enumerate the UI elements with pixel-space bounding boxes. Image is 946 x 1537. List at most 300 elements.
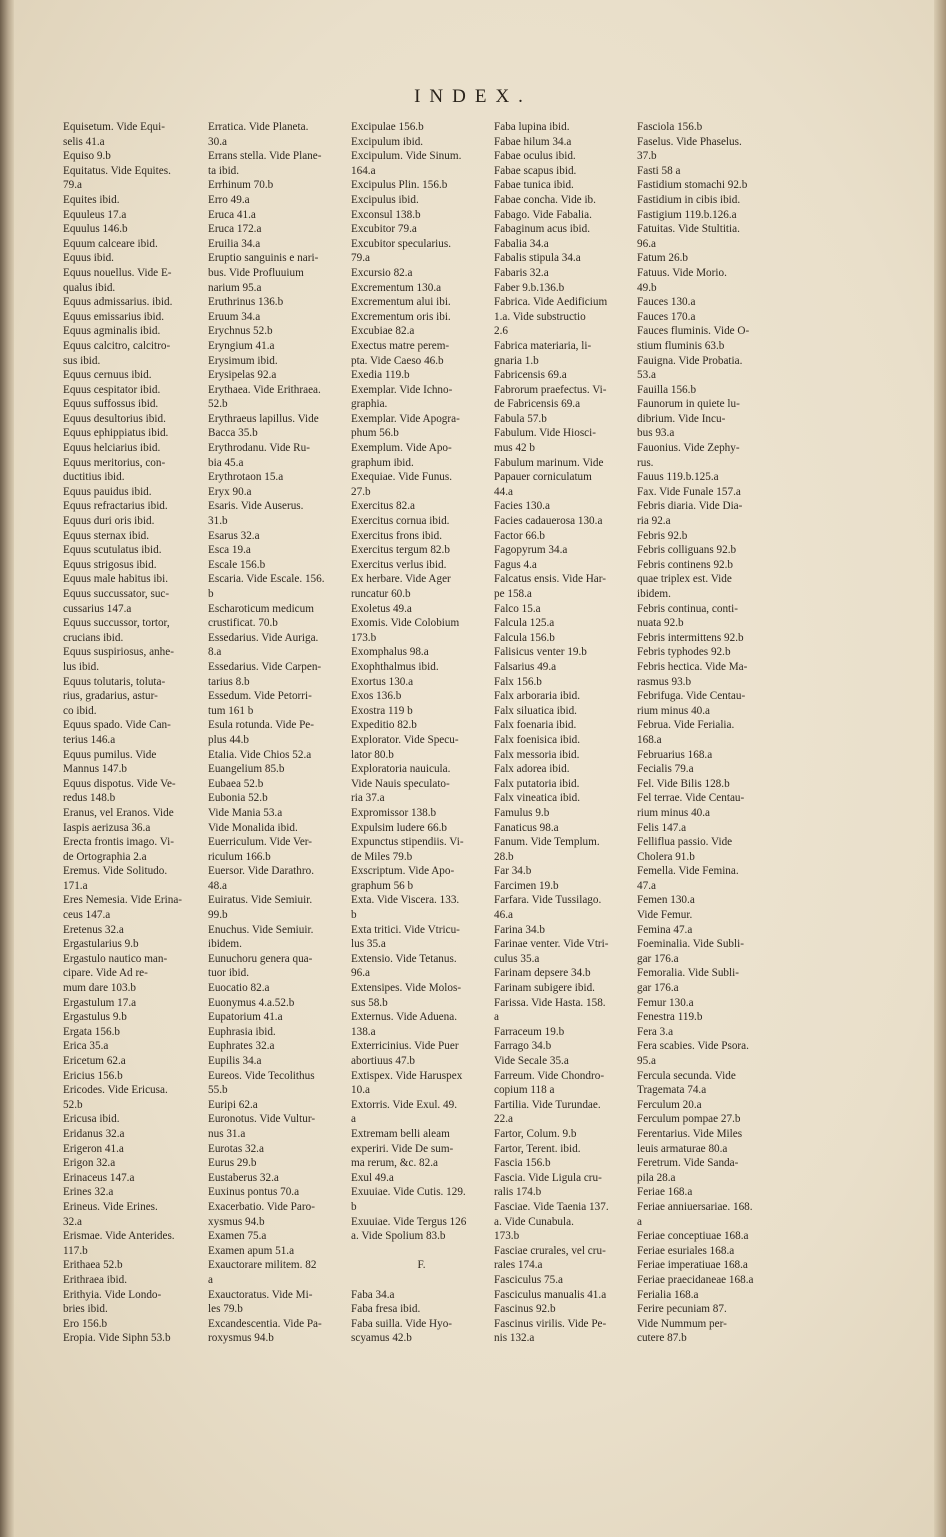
index-entry: Equuleus 17.a	[63, 208, 127, 221]
index-entry: xysmus 94.b	[208, 1215, 265, 1228]
index-entry: 37.b	[637, 150, 657, 163]
index-entry: Exta. Vide Viscera. 133.	[351, 894, 460, 907]
index-entry: Erratica. Vide Planeta.	[208, 121, 309, 133]
index-entry: terius 146.a	[63, 733, 116, 746]
index-entry: Euphrates 32.a	[208, 1040, 275, 1053]
index-entry: Erithyia. Vide Londo-	[63, 1288, 162, 1301]
index-entry: Fastigium 119.b.126.a	[637, 208, 737, 221]
index-entry: 27.b	[351, 485, 371, 498]
index-entry: Externus. Vide Aduena.	[351, 1011, 458, 1024]
index-entry: Erychnus 52.b	[208, 325, 273, 338]
index-entry: Ferialia 168.a	[637, 1288, 699, 1301]
index-entry: Euripi 62.a	[208, 1098, 258, 1111]
index-entry: Ericusa ibid.	[63, 1113, 120, 1126]
index-entry: stium fluminis 63.b	[637, 339, 725, 352]
index-entry: Exercitus cornua ibid.	[351, 515, 450, 528]
index-entry: gar 176.a	[637, 952, 679, 965]
index-entry: Errans stella. Vide Plane-	[208, 150, 322, 163]
index-entry: Euersor. Vide Darathro.	[208, 865, 314, 878]
index-entry: Equus dispotus. Vide Ve-	[63, 777, 176, 790]
index-entry: Erysipelas 92.a	[208, 369, 277, 382]
index-entry: qualus ibid.	[63, 281, 116, 294]
index-entry: a. Vide Spolium 83.b	[351, 1230, 446, 1243]
index-entry: Exploratoria nauicula.	[351, 763, 451, 776]
index-entry: 8.a	[208, 646, 222, 659]
index-entry: Famulus 9.b	[494, 806, 550, 819]
index-entry: Equus meritorius, con-	[63, 456, 166, 469]
index-entry: Equus succussor, tortor,	[63, 617, 170, 630]
index-entry: Ex herbare. Vide Ager	[351, 573, 451, 586]
index-entry: a	[351, 1113, 356, 1126]
index-entry: runcatur 60.b	[351, 588, 411, 600]
index-entry: Ferentarius. Vide Miles	[637, 1127, 743, 1140]
index-entry: Farraceum 19.b	[494, 1025, 565, 1038]
index-entry: Eustaberus 32.a	[208, 1171, 279, 1184]
index-entry: 117.b	[63, 1244, 88, 1257]
index-entry: Equum calceare ibid.	[63, 237, 158, 250]
index-entry: crucians ibid.	[63, 631, 124, 644]
index-entry: Exercitus verlus ibid.	[351, 558, 447, 571]
index-entry: Ferire pecuniam 87.	[637, 1303, 727, 1316]
index-entry: Falco 15.a	[494, 602, 541, 615]
index-entry: de Ortographia 2.a	[63, 850, 147, 863]
index-entry: Far 34.b	[494, 865, 532, 878]
index-entry: Exta tritici. Vide Vtricu-	[351, 923, 460, 936]
index-entry: Eryx 90.a	[208, 485, 252, 498]
index-entry: Fauces 130.a	[637, 296, 696, 309]
index-entry: 44.a	[494, 485, 513, 498]
index-entry: Febris colliguans 92.b	[637, 544, 737, 557]
index-entry: Faselus. Vide Phaselus.	[637, 135, 742, 148]
index-entry: quae triplex est. Vide	[637, 573, 732, 586]
index-entry: Felliflua passio. Vide	[637, 836, 733, 849]
index-entry: Fasciculus manualis 41.a	[494, 1288, 607, 1301]
index-entry: 164.a	[351, 164, 376, 177]
index-entry: Ero 156.b	[63, 1317, 108, 1330]
index-entry: Extensio. Vide Tetanus.	[351, 952, 457, 965]
index-entry: Erinaceus 147.a	[63, 1171, 135, 1184]
index-entry: Faunorum in quiete lu-	[637, 398, 740, 411]
index-entry: cutere 87.b	[637, 1332, 687, 1345]
index-entry: Exacerbatio. Vide Paro-	[208, 1200, 315, 1213]
index-entry: Eupilis 34.a	[208, 1055, 262, 1067]
index-entry: 96.a	[351, 967, 370, 980]
index-entry: Fastidium stomachi 92.b	[637, 179, 748, 192]
index-entry: Ergata 156.b	[63, 1025, 120, 1038]
index-entry: Expulsim ludere 66.b	[351, 821, 448, 834]
index-entry: Euerriculum. Vide Ver-	[208, 836, 313, 849]
index-entry: Falx foenisica ibid.	[494, 733, 581, 746]
index-column-5	[637, 120, 778, 1345]
index-entry: Exequiae. Vide Funus.	[351, 471, 453, 484]
index-entry: pta. Vide Caeso 46.b	[351, 354, 444, 367]
index-entry: bia 45.a	[208, 456, 244, 469]
index-entry: Fabae concha. Vide ib.	[494, 193, 596, 206]
index-entry: tuor ibid.	[208, 967, 250, 980]
index-entry: Equus agminalis ibid.	[63, 325, 161, 338]
index-entry: Exomis. Vide Colobium	[351, 617, 460, 630]
index-entry: Fabricensis 69.a	[494, 369, 567, 382]
index-entry: Fartor, Colum. 9.b	[494, 1127, 577, 1140]
index-entry: Excursio 82.a	[351, 266, 413, 279]
index-entry: copium 118 a	[494, 1084, 555, 1097]
index-entry: Vide Nauis speculato-	[351, 777, 450, 790]
index-entry: Excubitor specularius.	[351, 237, 452, 250]
index-entry: de Fabricensis 69.a	[494, 398, 581, 411]
index-entry: Feriae conceptiuae 168.a	[637, 1230, 749, 1243]
index-entry: co ibid.	[63, 704, 97, 717]
index-entry: Fasciculus 75.a	[494, 1273, 563, 1286]
index-entry: Erines 32.a	[63, 1186, 114, 1199]
index-entry: Essedarius. Vide Carpen-	[208, 660, 322, 673]
index-entry: ductitius ibid.	[63, 471, 125, 484]
index-entry: ceus 147.a	[63, 909, 111, 922]
index-entry: redus 148.b	[63, 792, 116, 805]
index-entry: Faber 9.b.136.b	[494, 281, 565, 294]
index-entry: Feretrum. Vide Sanda-	[637, 1157, 739, 1170]
index-entry: Vide Mania 53.a	[208, 806, 283, 819]
index-entry: Exophthalmus ibid.	[351, 660, 439, 673]
index-entry: ibidem.	[637, 588, 671, 600]
index-entry: Februa. Vide Ferialia.	[637, 719, 735, 732]
index-entry: rium minus 40.a	[637, 704, 711, 717]
index-entry: Fatum 26.b	[637, 252, 688, 265]
index-entry: Fascia 156.b	[494, 1157, 551, 1170]
index-entry: 52.b	[63, 1098, 83, 1111]
index-entry: Fatuus. Vide Morio.	[637, 266, 727, 279]
index-entry: Femen 130.a	[637, 894, 695, 907]
index-entry: Feriae esuriales 168.a	[637, 1244, 735, 1257]
index-entry: Equites ibid.	[63, 193, 120, 206]
index-entry: Exercitus tergum 82.b	[351, 544, 450, 557]
index-entry: Ergastulus 9.b	[63, 1011, 127, 1024]
index-entry: Factor 66.b	[494, 529, 545, 542]
index-entry: Exomphalus 98.a	[351, 646, 429, 659]
index-entry: Vide Nummum per-	[637, 1317, 727, 1330]
index-entry: Excipulum. Vide Sinum.	[351, 150, 462, 163]
index-entry: Farissa. Vide Hasta. 158.	[494, 996, 606, 1009]
index-entry: Errhinum 70.b	[208, 179, 274, 192]
index-entry: Escharoticum medicum	[208, 602, 314, 615]
index-entry: Eruthrinus 136.b	[208, 296, 284, 309]
index-entry: Fascia. Vide Ligula cru-	[494, 1171, 602, 1184]
index-entry: Erythraeus lapillus. Vide	[208, 412, 319, 425]
index-entry: Exauctoratus. Vide Mi-	[208, 1288, 313, 1301]
index-entry: Fabalis stipula 34.a	[494, 252, 581, 265]
index-entry: Equus pauidus ibid.	[63, 485, 152, 498]
index-entry: nus 31.a	[208, 1127, 246, 1140]
index-entry: Equus male habitus ibi.	[63, 573, 169, 586]
index-entry: Feriae 168.a	[637, 1186, 693, 1199]
index-entry: narium 95.a	[208, 281, 262, 294]
index-column-4	[494, 120, 635, 1345]
index-entry: Facies 130.a	[494, 500, 550, 513]
index-entry: Esca 19.a	[208, 544, 251, 557]
index-entry: 138.a	[351, 1025, 376, 1038]
index-entry: Erecta frontis imago. Vi-	[63, 836, 174, 849]
index-entry: Eureos. Vide Tecolithus	[208, 1069, 315, 1082]
index-entry: 52.b	[208, 398, 228, 411]
index-entry: Extremam belli aleam	[351, 1127, 450, 1140]
index-entry: Fabulum. Vide Hiosci-	[494, 427, 596, 440]
index-entry: Euiratus. Vide Semiuir.	[208, 894, 313, 907]
index-entry: F.	[417, 1259, 426, 1272]
index-entry: Fabalia 34.a	[494, 237, 549, 250]
index-entry: ta ibid.	[208, 164, 240, 177]
index-entry: Exuuiae. Vide Tergus 126	[351, 1215, 467, 1228]
index-entry: nuata 92.b	[637, 617, 684, 630]
index-entry: Extispex. Vide Haruspex	[351, 1069, 463, 1082]
index-entry: 99.b	[208, 909, 228, 922]
index-entry: Falx siluatica ibid.	[494, 704, 577, 717]
index-entry: Excipulus ibid.	[351, 193, 419, 206]
index-entry: Femur 130.a	[637, 996, 694, 1009]
index-entry: Equus scutulatus ibid.	[63, 544, 162, 557]
index-entry: Falx putatoria ibid.	[494, 777, 580, 790]
index-entry: Esaris. Vide Auserus.	[208, 500, 304, 513]
index-entry: Falcula 156.b	[494, 631, 555, 644]
index-entry: Fagus 4.a	[494, 558, 537, 571]
index-entry: Exostra 119 b	[351, 704, 413, 717]
index-entry: Fabula 57.b	[494, 412, 547, 425]
index-entry: 95.a	[637, 1055, 656, 1067]
index-entry: Febris 92.b	[637, 529, 688, 542]
index-entry: Farinae venter. Vide Vtri-	[494, 938, 609, 951]
index-entry: Falx arboraria ibid.	[494, 690, 581, 703]
index-entry: 79.a	[351, 252, 370, 265]
index-entry: Essedarius. Vide Auriga.	[208, 631, 319, 644]
index-entry: Exortus 130.a	[351, 675, 414, 688]
index-entry: dibrium. Vide Incu-	[637, 412, 726, 425]
index-entry: Enuchus. Vide Semiuir.	[208, 923, 314, 936]
index-entry: selis 41.a	[63, 135, 105, 148]
index-entry: Fabaginum acus ibid.	[494, 223, 591, 236]
book-gutter	[0, 0, 14, 1537]
index-entry: Ericodes. Vide Ericusa.	[63, 1084, 168, 1097]
index-entry: Femoralia. Vide Subli-	[637, 967, 739, 980]
index-entry: 2.6	[494, 325, 508, 338]
index-entry: Equus calcitro, calcitro-	[63, 339, 171, 352]
index-entry: tum 161 b	[208, 704, 254, 717]
index-entry: Feriae anniuersariae. 168.	[637, 1200, 753, 1213]
index-entry: Eupatorium 41.a	[208, 1011, 283, 1024]
index-entry: lus 35.a	[351, 938, 386, 951]
index-entry: ralis 174.b	[494, 1186, 542, 1199]
index-entry: Exconsul 138.b	[351, 208, 421, 221]
index-entry: Excrementum alui ibi.	[351, 296, 451, 309]
index-entry: Febris diaria. Vide Dia-	[637, 500, 743, 513]
index-entry: Fabae hilum 34.a	[494, 135, 572, 148]
index-entry: graphum 56 b	[351, 879, 414, 892]
index-entry: ma rerum, &c. 82.a	[351, 1157, 438, 1170]
index-entry: 171.a	[63, 879, 88, 892]
index-entry: Falcatus ensis. Vide Har-	[494, 573, 606, 586]
index-entry: Fabulum marinum. Vide	[494, 456, 604, 469]
index-entry: Excrementum oris ibi.	[351, 310, 451, 323]
index-entry: experiri. Vide De sum-	[351, 1142, 454, 1155]
index-entry: phum 56.b	[351, 427, 399, 440]
index-entry: Fauonius. Vide Zephy-	[637, 442, 740, 455]
index-entry	[351, 1244, 492, 1259]
index-entry: 173.b	[351, 631, 377, 644]
index-entry: Exemplar. Vide Ichno-	[351, 383, 453, 396]
index-entry: Fauus 119.b.125.a	[637, 471, 719, 484]
index-entry: Exectus matre perem-	[351, 339, 450, 352]
index-entry: Expromissor 138.b	[351, 806, 437, 819]
index-entry: lus ibid.	[63, 660, 100, 673]
index-entry: Euronotus. Vide Vultur-	[208, 1113, 316, 1126]
index-entry: Febrifuga. Vide Centau-	[637, 690, 746, 703]
index-entry: Erysimum ibid.	[208, 354, 278, 367]
index-entry: Equus helciarius ibid.	[63, 442, 161, 455]
index-entry: Farreum. Vide Chondro-	[494, 1069, 605, 1082]
index-entry: Eruca 172.a	[208, 223, 262, 236]
index-entry: Euocatio 82.a	[208, 982, 270, 995]
index-entry: rales 174.a	[494, 1259, 543, 1272]
index-entry: pila 28.a	[637, 1171, 676, 1184]
index-entry: Equus admissarius. ibid.	[63, 296, 173, 309]
index-entry: Fascinus 92.b	[494, 1303, 556, 1316]
index-entry: Equus strigosus ibid.	[63, 558, 157, 571]
index-entry: a	[208, 1273, 213, 1286]
index-entry: tarius 8.b	[208, 675, 250, 688]
index-entry: 28.b	[494, 850, 514, 863]
index-entry: Eremus. Vide Solitudo.	[63, 865, 168, 878]
index-entry: Escale 156.b	[208, 558, 266, 571]
index-entry: graphia.	[351, 398, 388, 411]
index-entry: Equus emissarius ibid.	[63, 310, 164, 323]
index-entry: 173.b	[494, 1230, 520, 1243]
index-entry: Exscriptum. Vide Apo-	[351, 865, 455, 878]
index-entry: cussarius 147.a	[63, 602, 132, 615]
index-entry: pe 158.a	[494, 588, 532, 600]
index-entry: mus 42 b	[494, 442, 536, 455]
index-entry: Esarus 32.a	[208, 529, 260, 542]
index-entry: Fauilla 156.b	[637, 383, 697, 396]
index-entry: Equus suspiriosus, anhe-	[63, 646, 174, 659]
index-entry: 32.a	[63, 1215, 82, 1228]
index-entry: Febris intermittens 92.b	[637, 631, 744, 644]
index-entry: b	[351, 1200, 357, 1213]
index-entry: Extensipes. Vide Molos-	[351, 982, 462, 995]
index-entry: Escaria. Vide Escale. 156.	[208, 573, 325, 586]
index-entry: nis 132.a	[494, 1332, 535, 1345]
index-entry: 53.a	[637, 369, 656, 382]
index-entry: Fabae scapus ibid.	[494, 164, 577, 177]
index-entry: Cholera 91.b	[637, 850, 695, 863]
index-entry: 168.a	[637, 733, 662, 746]
index-entry: Fercula secunda. Vide	[637, 1069, 736, 1082]
index-entry: Fartor, Terent. ibid.	[494, 1142, 581, 1155]
index-entry: Fera 3.a	[637, 1025, 674, 1038]
index-entry: 96.a	[637, 237, 656, 250]
index-entry: Eurotas 32.a	[208, 1142, 264, 1155]
index-entry: Feriae imperatiuae 168.a	[637, 1259, 748, 1272]
index-entry: Euonymus 4.a.52.b	[208, 996, 295, 1009]
index-entry: Bacca 35.b	[208, 427, 258, 440]
index-entry: Fasciae. Vide Taenia 137.	[494, 1200, 609, 1213]
index-entry: Eropia. Vide Siphn 53.b	[63, 1332, 171, 1345]
index-entry: Equus desultorius ibid.	[63, 412, 166, 425]
index-entry: Esula rotunda. Vide Pe-	[208, 719, 315, 732]
index-entry: Faba lupina ibid.	[494, 121, 570, 133]
index-entry: scyamus 42.b	[351, 1332, 412, 1345]
index-entry: Fartilia. Vide Turundae.	[494, 1098, 601, 1111]
index-entry: ria 92.a	[637, 515, 671, 528]
index-entry: Vide Femur.	[637, 909, 693, 922]
index-entry: Fabrorum praefectus. Vi-	[494, 383, 607, 396]
index-entry: Falx 156.b	[494, 675, 542, 688]
index-entry: 55.b	[208, 1084, 228, 1097]
index-entry: Exemplar. Vide Apogra-	[351, 412, 460, 425]
index-entry: lator 80.b	[351, 748, 394, 761]
index-entry: Equus pumilus. Vide	[63, 748, 157, 761]
index-entry: a	[494, 1011, 499, 1024]
index-entry: 1.a. Vide substructio	[494, 310, 586, 323]
index-entry: Fabaris 32.a	[494, 266, 549, 279]
index-entry: Equus tolutaris, toluta-	[63, 675, 166, 688]
index-entry: a. Vide Cunabula.	[494, 1215, 574, 1228]
index-entry: Fasciola 156.b	[637, 121, 703, 133]
index-entry: Fel terrae. Vide Centau-	[637, 792, 745, 805]
index-entry: sus 58.b	[351, 996, 388, 1009]
index-entry: Eunuchoru genera qua-	[208, 952, 313, 965]
index-entry: Fasciae crurales, vel cru-	[494, 1244, 606, 1257]
index-entry: cipare. Vide Ad re-	[63, 967, 148, 980]
index-entry: Erithraea ibid.	[63, 1273, 127, 1286]
index-entry: Expeditio 82.b	[351, 719, 417, 732]
index-entry: Femella. Vide Femina.	[637, 865, 739, 878]
index-entry: Iaspis aerizusa 36.a	[63, 821, 151, 834]
index-entry: Examen 75.a	[208, 1230, 267, 1243]
index-entry: Farfara. Vide Tussilago.	[494, 894, 602, 907]
index-entry: Equisetum. Vide Equi-	[63, 121, 165, 133]
index-entry: Falisicus venter 19.b	[494, 646, 587, 659]
index-entry: Exercitus 82.a	[351, 500, 415, 513]
index-entry: Fabae tunica ibid.	[494, 179, 574, 192]
index-entry: Equus sternax ibid.	[63, 529, 150, 542]
index-entry: Fenestra 119.b	[637, 1011, 703, 1024]
index-entry: 46.a	[494, 909, 513, 922]
index-entry: Fera scabies. Vide Psora.	[637, 1040, 749, 1053]
index-entry: Erica 35.a	[63, 1040, 109, 1053]
index-entry: Equus ibid.	[63, 252, 114, 265]
index-entry: Falsarius 49.a	[494, 660, 557, 673]
index-entry: Foeminalia. Vide Subli-	[637, 938, 744, 951]
index-entry: Fanaticus 98.a	[494, 821, 559, 834]
index-entry: graphum ibid.	[351, 456, 414, 469]
index-column-3	[351, 120, 492, 1345]
index-entry: Exos 136.b	[351, 690, 402, 703]
index-entry: Falx messoria ibid.	[494, 748, 580, 761]
index-entry: Euxinus pontus 70.a	[208, 1186, 300, 1199]
index-entry: bries ibid.	[63, 1303, 108, 1316]
index-entry: Ericius 156.b	[63, 1069, 123, 1082]
index-entry: Erithaea 52.b	[63, 1259, 123, 1272]
index-entry: Expunctus stipendiis. Vi-	[351, 836, 464, 849]
index-entry: Vide Secale 35.a	[494, 1055, 569, 1067]
index-entry: Eurus 29.b	[208, 1157, 257, 1170]
index-entry: 48.a	[208, 879, 227, 892]
index-entry: 22.a	[494, 1113, 513, 1126]
index-entry: Erineus. Vide Erines.	[63, 1200, 158, 1213]
index-entry: Mannus 147.b	[63, 763, 128, 776]
index-entry: Ergastularius 9.b	[63, 938, 139, 951]
index-entry: Ergastulum 17.a	[63, 996, 137, 1009]
index-entry: Eretenus 32.a	[63, 923, 124, 936]
index-entry: Eruca 41.a	[208, 208, 256, 221]
index-entry: culus 35.a	[494, 952, 540, 965]
